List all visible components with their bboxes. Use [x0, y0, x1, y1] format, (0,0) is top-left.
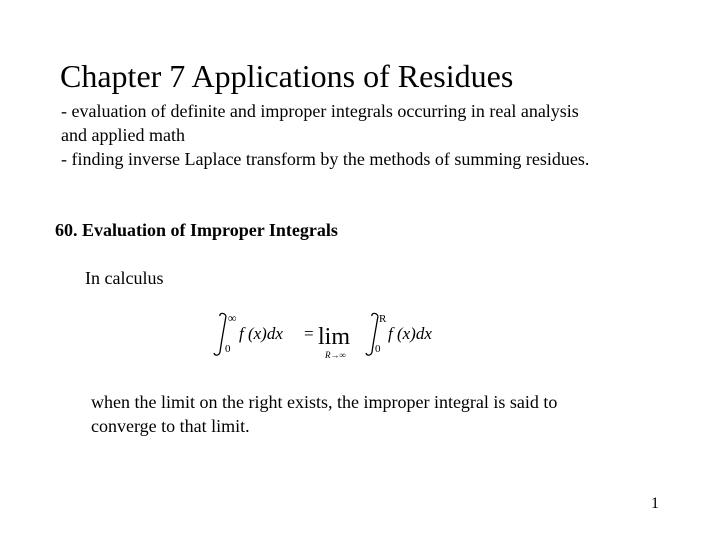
- section-heading: 60. Evaluation of Improper Integrals: [55, 220, 338, 240]
- equals-sign: =: [304, 324, 314, 343]
- limit-subscript: R→∞: [325, 350, 346, 360]
- conclusion-line: when the limit on the right exists, the improper integral is said to: [91, 392, 558, 412]
- bullet-line: - evaluation of definite and improper integrals occurring in real analysis: [61, 101, 579, 121]
- improper-integral-equation: [212, 308, 462, 364]
- conclusion-line: converge to that limit.: [91, 416, 250, 436]
- intro-text: In calculus: [85, 268, 164, 288]
- integral-lower-limit: 0: [375, 343, 381, 355]
- bullet-list: [61, 99, 681, 171]
- integral-upper-limit: R: [379, 313, 387, 325]
- page-number: 1: [651, 495, 659, 512]
- slide-title: Chapter 7 Applications of Residues: [60, 58, 514, 94]
- integrand: f (x)dx: [239, 324, 283, 343]
- integrand: f (x)dx: [388, 324, 432, 343]
- integral-lower-limit: 0: [225, 343, 231, 355]
- integral-upper-limit: ∞: [228, 311, 237, 325]
- bullet-line: and applied math: [61, 125, 185, 145]
- limit-operator: lim: [318, 324, 351, 350]
- conclusion-text: [91, 390, 651, 438]
- bullet-line: - finding inverse Laplace transform by the methods of summing residues.: [61, 149, 590, 169]
